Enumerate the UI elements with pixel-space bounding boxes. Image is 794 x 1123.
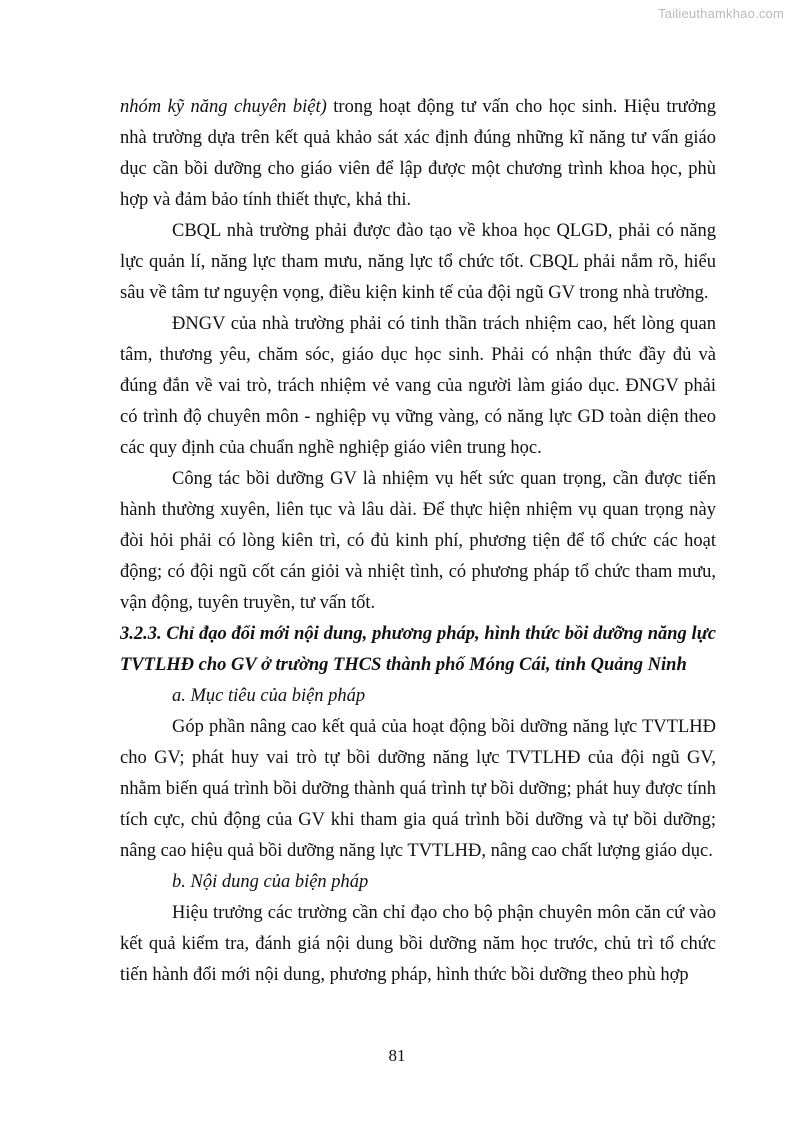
paragraph-4: Công tác bồi dưỡng GV là nhiệm vụ hết sức quan trọng, cần được tiến hành thường xuyên, liên tục và lâu dài. Để thực hiện nhiệm vụ quan trọng này đòi hỏi phải có lòng kiên trì, có đủ kinh phí, phương tiện để tổ chức các hoạt động; có đội ngũ cốt cán giỏi và nhiệt tình, có phương pháp tổ chức tham mưu, vận động, tuyên truyền, tư vấn tốt. bbox=[120, 469, 716, 613]
subheading-b: b. Nội dung của biện pháp bbox=[172, 872, 369, 892]
watermark: Tailieuthamkhao.com bbox=[658, 6, 784, 21]
document-body bbox=[120, 92, 716, 991]
page-number: 81 bbox=[388, 1046, 406, 1065]
section-heading: 3.2.3. Chỉ đạo đổi mới nội dung, phương pháp, hình thức bồi dưỡng năng lực TVTLHĐ cho GV ở trường THCS thành phố Móng Cái, tỉnh Quảng Ninh bbox=[120, 624, 716, 675]
paragraph-1 bbox=[120, 92, 716, 216]
paragraph-1-italic: nhóm kỹ năng chuyên biệt) bbox=[120, 97, 327, 117]
paragraph-1-text: trong hoạt động tư vấn cho học sinh. Hiệu trưởng nhà trường dựa trên kết quả khảo sát xác định đúng những kĩ năng tư vấn giáo dục cần bồi dưỡng cho giáo viên để lập được một chương trình khoa học, phù hợp và đảm bảo tính thiết thực, khả thi. bbox=[120, 97, 716, 210]
paragraph-a: Góp phần nâng cao kết quả của hoạt động bồi dưỡng năng lực TVTLHĐ cho GV; phát huy vai trò tự bồi dưỡng năng lực TVTLHĐ của đội ngũ GV, nhằm biến quá trình bồi dưỡng thành quá trình tự bồi dưỡng; phát huy được tính tích cực, chủ động của GV khi tham gia quá trình bồi dưỡng và tự bồi dưỡng; nâng cao hiệu quả bồi dưỡng năng lực TVTLHĐ, nâng cao chất lượng giáo dục. bbox=[120, 717, 716, 861]
paragraph-2: CBQL nhà trường phải được đào tạo về khoa học QLGD, phải có năng lực quản lí, năng lực tham mưu, năng lực tổ chức tốt. CBQL phải nắm rõ, hiểu sâu về tâm tư nguyện vọng, điều kiện kinh tế của đội ngũ GV trong nhà trường. bbox=[120, 221, 716, 303]
paragraph-b: Hiệu trưởng các trường cần chỉ đạo cho bộ phận chuyên môn căn cứ vào kết quả kiểm tra, đánh giá nội dung bồi dưỡng năm học trước, chủ trì tổ chức tiến hành đổi mới nội dung, phương pháp, hình thức bồi dưỡng theo phù hợp bbox=[120, 903, 716, 985]
paragraph-3: ĐNGV của nhà trường phải có tinh thần trách nhiệm cao, hết lòng quan tâm, thương yêu, chăm sóc, giáo dục học sinh. Phải có nhận thức đầy đủ và đúng đắn về vai trò, trách nhiệm vẻ vang của người làm giáo dục. ĐNGV phải có trình độ chuyên môn - nghiệp vụ vững vàng, có năng lực GD toàn diện theo các quy định của chuẩn nghề nghiệp giáo viên trung học. bbox=[120, 314, 716, 458]
subheading-a: a. Mục tiêu của biện pháp bbox=[172, 686, 366, 706]
